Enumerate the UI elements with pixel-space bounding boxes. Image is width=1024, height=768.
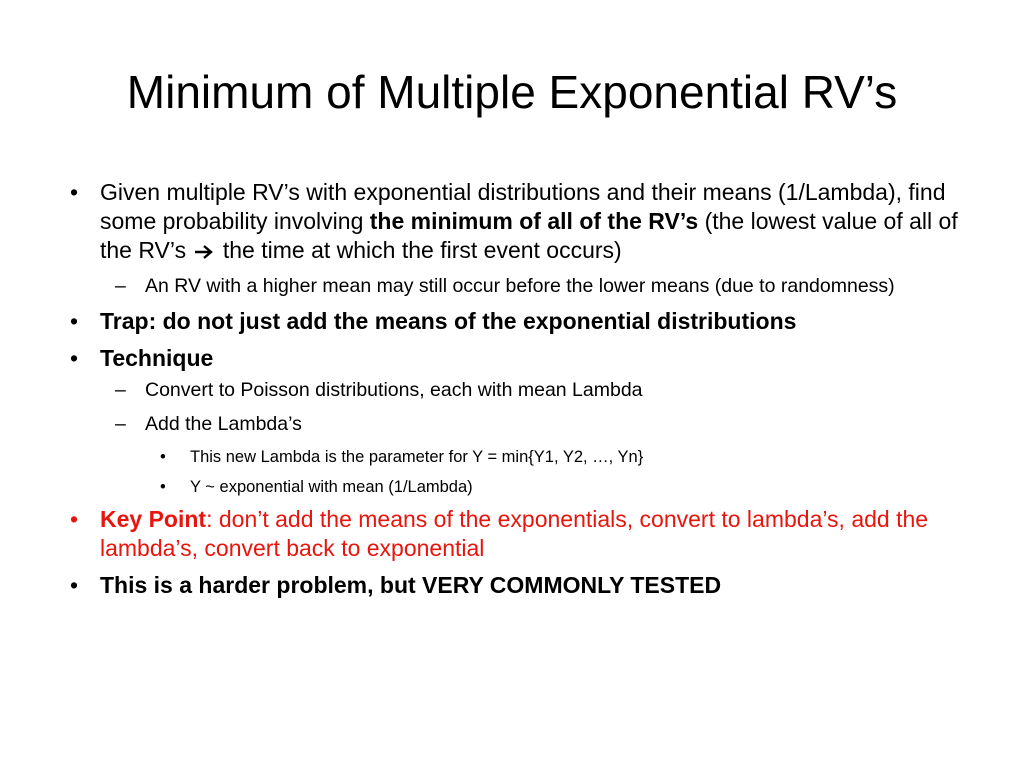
y-exponential-text: Y ~ exponential with mean (1/Lambda) [190,478,473,496]
bullet-harder-problem [70,571,970,600]
dash-marker: – [115,413,126,435]
bullet-trap [70,307,970,336]
sub-bullet-add-lambdas [115,411,970,437]
sub-sub-bullet-y-exponential [160,475,970,499]
given-text-part3: the time at which the first event occurs) [216,237,622,263]
new-lambda-text: This new Lambda is the parameter for Y = min{Y1, Y2, …, Yn} [190,448,644,466]
bullet-marker: • [70,308,79,334]
bullet-marker: • [70,506,79,532]
bullet-marker: • [160,448,166,466]
bullet-marker: • [160,478,166,496]
sub-sub-bullet-new-lambda [160,445,970,469]
given-text-part1: Given multiple RV’s with exponential distributions and their means (1/Lambda), find some probability involving [100,179,946,234]
bullet-given [70,178,970,265]
key-point-label: Key Point [100,506,207,532]
bullet-marker: • [70,345,79,371]
sub-bullet-randomness [115,273,970,299]
bullet-marker: • [70,572,79,598]
bullet-technique [70,344,970,373]
randomness-text: An RV with a higher mean may still occur before the lower means (due to randomness) [145,275,895,297]
given-text-part2: (the lowest value of all of the RV’s [100,208,958,263]
slide-title: Minimum of Multiple Exponential RV’s [126,66,898,118]
trap-text: Trap: do not just add the means of the exponential distributions [100,308,797,334]
slide-body [70,178,970,608]
key-point-text: : don’t add the means of the exponentials, convert to lambda’s, add the lambda’s, convert back to exponential [100,506,929,561]
sub-bullet-convert-poisson [115,377,970,403]
dash-marker: – [115,275,126,297]
dash-marker: – [115,379,126,401]
technique-label: Technique [100,345,214,371]
bullet-key-point [70,505,970,563]
harder-problem-text: This is a harder problem, but VERY COMMONLY TESTED [100,572,722,598]
convert-poisson-text: Convert to Poisson distributions, each with mean Lambda [145,379,643,401]
given-text-bold: the minimum of all of the RV’s [369,208,699,234]
bullet-marker: • [70,179,79,205]
add-lambdas-text: Add the Lambda’s [145,413,302,435]
right-arrow-icon [194,244,214,260]
